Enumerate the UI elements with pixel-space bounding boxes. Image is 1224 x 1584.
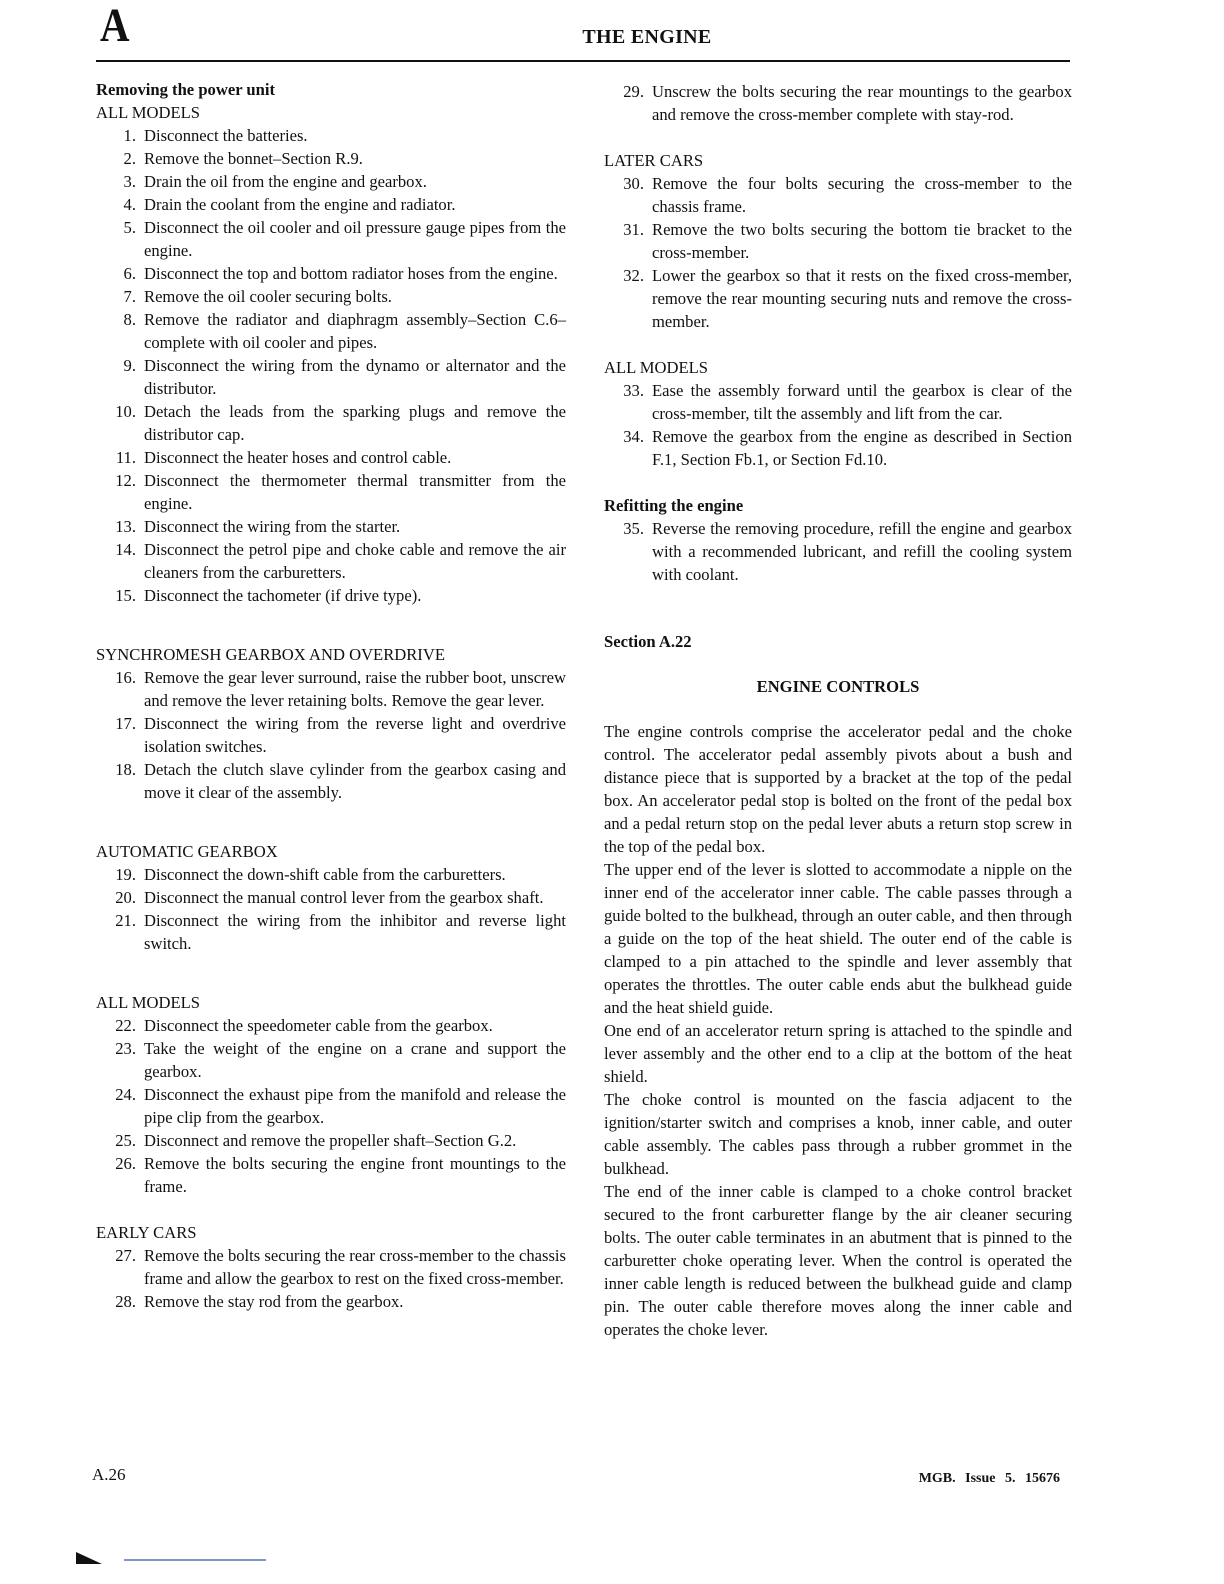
step-item xyxy=(96,216,566,262)
step-text: Remove the four bolts securing the cross-member to the chassis frame. xyxy=(652,174,1072,216)
step-number: 15. xyxy=(115,586,136,605)
step-number: 5. xyxy=(123,218,136,237)
step-number: 27. xyxy=(115,1246,136,1265)
step-text: Drain the oil from the engine and gearbox. xyxy=(144,172,427,191)
step-number: 23. xyxy=(115,1039,136,1058)
step-list xyxy=(96,1014,566,1198)
step-item xyxy=(96,1037,566,1083)
step-item xyxy=(96,285,566,308)
step-number: 2. xyxy=(123,149,136,168)
step-number: 26. xyxy=(115,1154,136,1173)
step-item xyxy=(96,584,566,607)
step-text: Remove the oil cooler securing bolts. xyxy=(144,287,392,306)
step-number: 1. xyxy=(123,126,136,145)
section-heading-removing: Removing the power unit xyxy=(96,80,275,99)
group-later-cars xyxy=(604,149,1072,333)
step-number: 7. xyxy=(123,287,136,306)
step-item xyxy=(96,758,566,804)
page-title: THE ENGINE xyxy=(582,26,712,48)
step-number: 35. xyxy=(623,519,644,538)
group-all-models-1 xyxy=(96,101,566,607)
page-number: A.26 xyxy=(92,1465,126,1484)
step-item xyxy=(604,218,1072,264)
step-number: 18. xyxy=(115,760,136,779)
step-number: 17. xyxy=(115,714,136,733)
step-number: 31. xyxy=(623,220,644,239)
issue-info: MGB. Issue 5. 15676 xyxy=(918,1471,1060,1486)
step-number: 16. xyxy=(115,668,136,687)
step-number: 4. xyxy=(123,195,136,214)
section-heading-refitting: Refitting the engine xyxy=(604,496,744,515)
step-text: Disconnect the wiring from the starter. xyxy=(144,517,401,536)
step-text: Remove the gear lever surround, raise the rubber boot, unscrew and remove the lever retaining bolts. Remove the gear lever. xyxy=(144,668,566,710)
step-list xyxy=(604,80,1072,126)
paragraph: The engine controls comprise the accelerator pedal and the choke control. The accelerator pedal assembly pivots about a bush and distance piece that is supported by a bracket at the top of the pedal box. An accelerator pedal stop is bolted on the front of the pedal box and a pedal return stop on the pedal lever abuts a return stop screw in the top of the pedal box. xyxy=(604,722,1072,856)
group-early-cars xyxy=(96,1221,566,1313)
step-number: 12. xyxy=(115,471,136,490)
paragraph: The choke control is mounted on the fascia adjacent to the ignition/starter switch and comprises a knob, inner cable, and outer cable assembly. The cables pass through a rubber grommet in the bulkhead. xyxy=(604,1090,1072,1178)
step-item xyxy=(96,1083,566,1129)
group-label: ALL MODELS xyxy=(604,358,709,377)
group-label: AUTOMATIC GEARBOX xyxy=(96,842,278,861)
step-number: 14. xyxy=(115,540,136,559)
step-number: 30. xyxy=(623,174,644,193)
step-number: 21. xyxy=(115,911,136,930)
paragraph: The end of the inner cable is clamped to a choke control bracket secured to the front carburetter flange by the air cleaner securing bolts. The outer cable terminates in an abutment that is pinned to the carburetter choke operating lever. When the control is operated the inner cable length is reduced between the bulkhead guide and clamp pin. The outer cable therefore moves along the inner cable and operates the choke lever. xyxy=(604,1182,1072,1339)
step-item xyxy=(96,193,566,216)
step-item xyxy=(96,538,566,584)
step-text: Reverse the removing procedure, refill the engine and gearbox with a recommended lubricant, and refill the cooling system with coolant. xyxy=(652,519,1072,584)
step-item xyxy=(96,1014,566,1037)
step-text: Disconnect the oil cooler and oil pressure gauge pipes from the engine. xyxy=(144,218,566,260)
step-number: 28. xyxy=(115,1292,136,1311)
group-all-models-2 xyxy=(96,991,566,1198)
step-number: 33. xyxy=(623,381,644,400)
step-item xyxy=(96,446,566,469)
step-list xyxy=(604,172,1072,333)
step-text: Disconnect the petrol pipe and choke cable and remove the air cleaners from the carburetters. xyxy=(144,540,566,582)
group-label: ALL MODELS xyxy=(96,103,201,122)
right-column xyxy=(604,80,1072,1341)
step-text: Disconnect the wiring from the reverse light and overdrive isolation switches. xyxy=(144,714,566,756)
step-number: 34. xyxy=(623,427,644,446)
step-item xyxy=(96,909,566,955)
step-item xyxy=(604,425,1072,471)
step-number: 19. xyxy=(115,865,136,884)
paragraph: One end of an accelerator return spring is attached to the spindle and lever assembly and the other end to a clip at the bottom of the heat shield. xyxy=(604,1021,1072,1086)
step-text: Disconnect the wiring from the inhibitor and reverse light switch. xyxy=(144,911,566,953)
group-label: ALL MODELS xyxy=(96,993,201,1012)
step-list xyxy=(604,379,1072,471)
corner-arrow-mark xyxy=(76,1548,276,1568)
step-text: Disconnect the wiring from the dynamo or alternator and the distributor. xyxy=(144,356,566,398)
step-item xyxy=(96,124,566,147)
step-number: 20. xyxy=(115,888,136,907)
step-item xyxy=(96,666,566,712)
step-text: Take the weight of the engine on a crane and support the gearbox. xyxy=(144,1039,566,1081)
step-number: 13. xyxy=(115,517,136,536)
step-text: Disconnect the down-shift cable from the carburetters. xyxy=(144,865,506,884)
step-item xyxy=(96,1129,566,1152)
group-synchromesh xyxy=(96,643,566,804)
left-column xyxy=(96,78,566,1313)
step-text: Disconnect the manual control lever from the gearbox shaft. xyxy=(144,888,544,907)
header-rule xyxy=(96,60,1070,62)
step-list xyxy=(96,863,566,955)
step-item xyxy=(96,469,566,515)
engine-controls-body xyxy=(604,720,1072,1341)
step-number: 25. xyxy=(115,1131,136,1150)
step-text: Disconnect the thermometer thermal transmitter from the engine. xyxy=(144,471,566,513)
step-text: Drain the coolant from the engine and radiator. xyxy=(144,195,456,214)
step-number: 32. xyxy=(623,266,644,285)
step-text: Remove the bolts securing the rear cross-member to the chassis frame and allow the gearbox to rest on the fixed cross-member. xyxy=(144,1246,566,1288)
group-automatic xyxy=(96,840,566,955)
step-text: Disconnect the speedometer cable from the gearbox. xyxy=(144,1016,493,1035)
step-item xyxy=(96,1290,566,1313)
step-item xyxy=(96,170,566,193)
step-list xyxy=(96,666,566,804)
step-text: Disconnect the heater hoses and control cable. xyxy=(144,448,452,467)
step-item xyxy=(604,517,1072,586)
step-text: Lower the gearbox so that it rests on the fixed cross-member, remove the rear mounting securing nuts and remove the cross-member. xyxy=(652,266,1072,331)
step-item xyxy=(96,1244,566,1290)
step-item xyxy=(604,80,1072,126)
step-text: Unscrew the bolts securing the rear mountings to the gearbox and remove the cross-member complete with stay-rod. xyxy=(652,82,1072,124)
step-item xyxy=(96,400,566,446)
step-item xyxy=(604,172,1072,218)
step-text: Disconnect and remove the propeller shaft–Section G.2. xyxy=(144,1131,517,1150)
step-text: Disconnect the exhaust pipe from the manifold and release the pipe clip from the gearbox. xyxy=(144,1085,566,1127)
step-text: Ease the assembly forward until the gearbox is clear of the cross-member, tilt the assembly and lift from the car. xyxy=(652,381,1072,423)
paragraph: The upper end of the lever is slotted to accommodate a nipple on the inner end of the accelerator inner cable. The cable passes through a guide bolted to the bulkhead, through an outer cable, and then through a guide on the top of the heat shield. The outer end of the cable is clamped to a pin attached to the spindle and lever assembly that operates the throttles. The outer cable ends abut the bulkhead guide and the heat shield guide. xyxy=(604,860,1072,1017)
step-item xyxy=(96,354,566,400)
step-item xyxy=(96,712,566,758)
step-text: Disconnect the batteries. xyxy=(144,126,308,145)
step-text: Detach the clutch slave cylinder from the gearbox casing and move it clear of the assembly. xyxy=(144,760,566,802)
step-text: Remove the bolts securing the engine front mountings to the frame. xyxy=(144,1154,566,1196)
step-item xyxy=(96,863,566,886)
step-number: 9. xyxy=(123,356,136,375)
step-text: Detach the leads from the sparking plugs and remove the distributor cap. xyxy=(144,402,566,444)
step-item xyxy=(96,886,566,909)
step-text: Remove the radiator and diaphragm assembly–Section C.6–complete with oil cooler and pipes. xyxy=(144,310,566,352)
step-number: 3. xyxy=(123,172,136,191)
step-number: 29. xyxy=(623,82,644,101)
step-number: 6. xyxy=(123,264,136,283)
group-label: LATER CARS xyxy=(604,151,704,170)
step-item xyxy=(96,515,566,538)
step-list xyxy=(96,1244,566,1313)
step-text: Remove the gearbox from the engine as described in Section F.1, Section Fb.1, or Section Fd.10. xyxy=(652,427,1072,469)
engine-controls-heading: ENGINE CONTROLS xyxy=(756,677,920,696)
step-item xyxy=(96,262,566,285)
step-text: Disconnect the tachometer (if drive type). xyxy=(144,586,422,605)
step-item xyxy=(96,308,566,354)
step-text: Remove the bonnet–Section R.9. xyxy=(144,149,363,168)
step-list xyxy=(604,517,1072,586)
group-label: SYNCHROMESH GEARBOX AND OVERDRIVE xyxy=(96,645,445,664)
section-reference: Section A.22 xyxy=(604,632,692,651)
group-all-models-3 xyxy=(604,356,1072,471)
group-label: EARLY CARS xyxy=(96,1223,197,1242)
step-item xyxy=(604,264,1072,333)
step-list xyxy=(96,124,566,607)
step-number: 11. xyxy=(115,448,136,467)
section-letter: A xyxy=(100,0,130,52)
step-item xyxy=(604,379,1072,425)
step-text: Remove the stay rod from the gearbox. xyxy=(144,1292,404,1311)
step-text: Disconnect the top and bottom radiator hoses from the engine. xyxy=(144,264,558,283)
step-number: 10. xyxy=(115,402,136,421)
step-number: 22. xyxy=(115,1016,136,1035)
step-number: 8. xyxy=(123,310,136,329)
step-item xyxy=(96,147,566,170)
step-item xyxy=(96,1152,566,1198)
step-text: Remove the two bolts securing the bottom tie bracket to the cross-member. xyxy=(652,220,1072,262)
refitting-section xyxy=(604,494,1072,586)
step-number: 24. xyxy=(115,1085,136,1104)
